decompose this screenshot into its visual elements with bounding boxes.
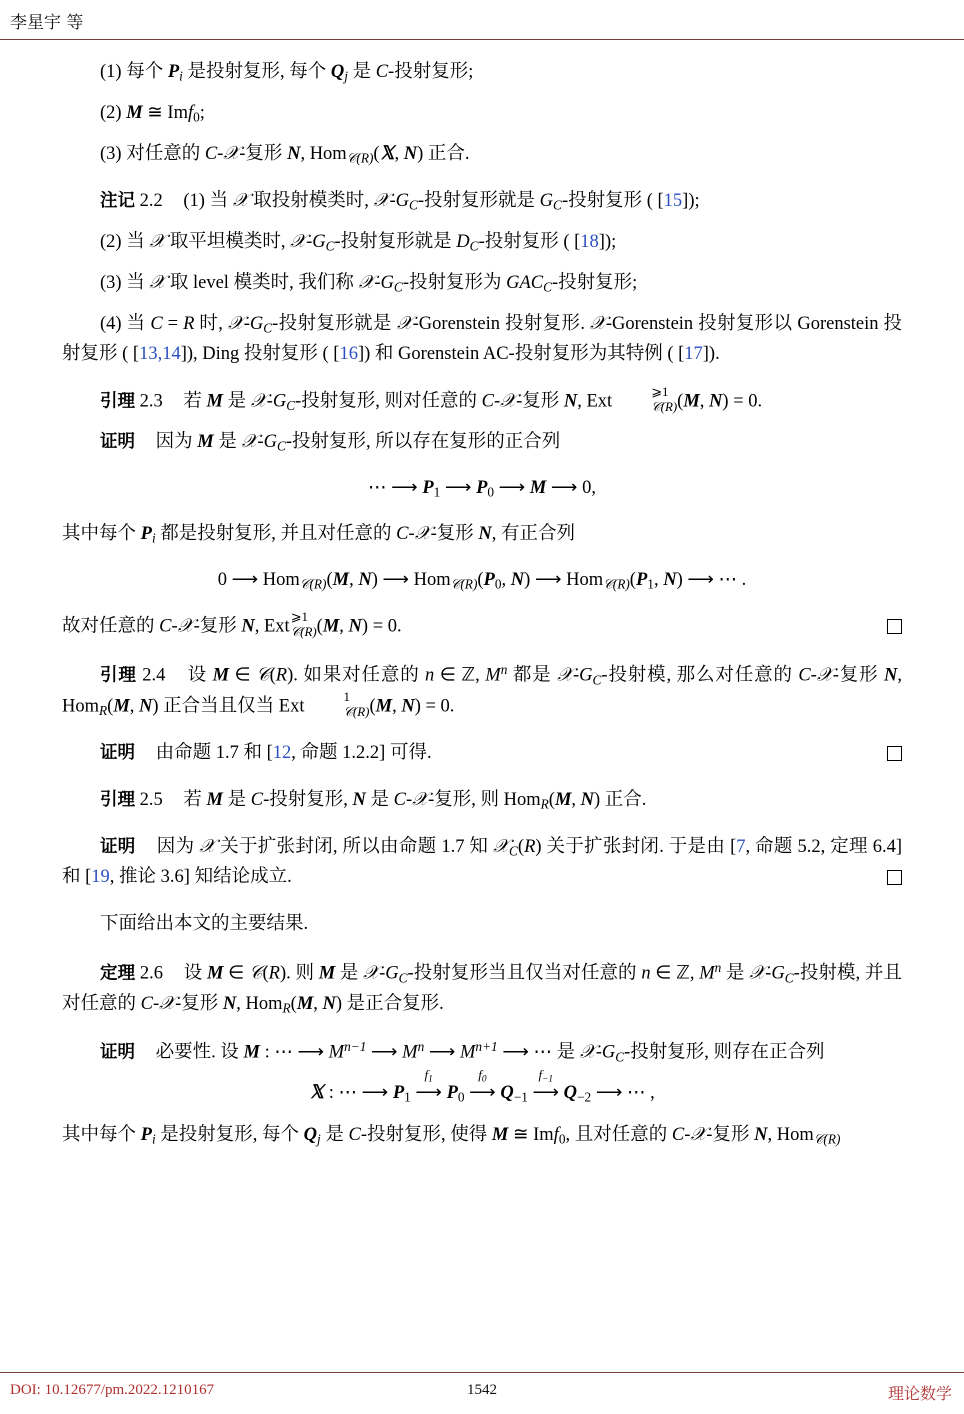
lemma-label: 引理 (100, 665, 137, 686)
page-content (62, 58, 902, 1162)
citation-12[interactable]: 12 (272, 743, 292, 764)
lemma-number: 2.3 (139, 391, 163, 412)
theorem-number: 2.6 (139, 963, 163, 984)
citation-13-14[interactable]: 13,14 (139, 343, 181, 364)
list-item-2: (2) M ≅ Imf$_0$; (100, 102, 205, 125)
citation-15[interactable]: 15 (663, 190, 683, 211)
lemma-2-5-proof: 证明 因为 𝒳 关于扩张封闭, 所以由命题 1.7 知 𝒳$_C$(R) 关于扩张封闭. 于是由 [7, 命题 5.2, 定理 6.4] 和 [19, 推论 3.6] 知结论成立. (62, 836, 902, 887)
proof-label: 证明 (100, 1043, 135, 1064)
lemma-2-3-proof-line-2: 其中每个 $P_i$ 都是投射复形, 并且对任意的 C-𝒳-复形 N, 有正合列 (62, 523, 576, 546)
citation-19[interactable]: 19 (91, 866, 110, 887)
qed-box (887, 746, 902, 761)
proof-label: 证明 (100, 743, 135, 764)
lemma-2-4-proof: 证明 由命题 1.7 和 [12, 命题 1.2.2] 可得. (62, 739, 902, 769)
proof-label: 证明 (100, 432, 135, 453)
lemma-2-4: 引理 2.4 设 M ∈ 𝒞(R). 如果对任意的 n ∈ ℤ, $M^n$ 都是 $𝒳-G_C-$投射模, 那么对任意的 C-𝒳-复形 N, Hom$_R$(M, N) 正合当且仅当 Ext 1 𝒞(R) (M, N) = 0. (62, 662, 902, 719)
theorem-2-6: 定理 2.6 设 M ∈ 𝒞(R). 则 M 是 $𝒳-G_C-$投射复形当且仅当对任意的 n ∈ ℤ, $M^n$ 是 $𝒳-G_C-$投射模, 并且对任意的 C-𝒳-复形 N, Hom$_R$(M, N) 是正合复形. (62, 959, 902, 1016)
list-item-1: (1) 每个 $P_i$ 是投射复形, 每个 $Q_j$ 是 C-投射复形; (100, 62, 474, 84)
remark-item-4: (4) 当 C = R 时, $𝒳-G_C-$投射复形就是 𝒳-Gorenstein 投射复形. 𝒳-Gorenstein 投射复形以 Gorenstein 投射复形 ( [13,14]), Ding 投射复形 ( [16]) 和 Gorenstein AC-投射复形为其特例 ( [17]). (62, 313, 902, 364)
display-equation-3: 𝕏 : ⋯ ⟶ $P_1$ $f_1$ ⟶ $P_0$ $f_0$ ⟶ $Q_{-1}$ $f_{-1}$ ⟶ $Q_{-2}$ ⟶ ⋯ , (309, 1067, 655, 1105)
page-header (0, 0, 964, 42)
page-footer (0, 1368, 964, 1414)
footer-doi[interactable]: DOI: 10.12677/pm.2022.1210167 (10, 1382, 215, 1398)
header-divider (0, 39, 964, 40)
remark-2-2: 注记 2.2 (1) 当 𝒳 取投射模类时, $𝒳-G_C-$投射复形就是 $G_C-$投射复形 ( [15]); (100, 190, 700, 213)
lemma-2-3-proof-line-1: 证明 因为 M 是 $𝒳-G_C-$投射复形, 所以存在复形的正合列 (100, 432, 561, 454)
lemma-number: 2.5 (139, 790, 163, 811)
display-equation-2: 0 ⟶ Hom$_{𝒞(R)}$(M, N) ⟶ $Hom_{𝒞(R)}(P_0$, N) ⟶ $Hom_{𝒞(R)}(P_1$, N) ⟶ ⋯ . (217, 569, 747, 592)
proof-label: 证明 (100, 836, 136, 857)
lemma-number: 2.4 (142, 665, 166, 686)
remark-item-3: (3) 当 𝒳 取 level 模类时, 我们称 $𝒳-G_C-$投射复形为 $GAC_C-$投射复形; (100, 272, 638, 295)
lemma-2-3-proof-line-3: 故对任意的 C-𝒳-复形 N, Ext ⩾1 𝒞(R) (M, N) = 0. (62, 612, 902, 642)
citation-18[interactable]: 18 (580, 231, 599, 252)
qed-box (887, 619, 902, 634)
footer-journal-name: 理论数学 (887, 1384, 952, 1403)
theorem-2-6-proof-line-2: 其中每个 $P_i$ 是投射复形, 每个 $Q_j$ 是 C-投射复形, 使得 M ≅ Imf$_0$, 且对任意的 C-𝒳-复形 N, Hom$_{𝒞(R)}$ (62, 1125, 841, 1147)
lemma-2-5: 引理 2.5 若 M 是 C-投射复形, N 是 C-𝒳-复形, 则 Hom$_R$(M, N) 正合. (100, 790, 647, 812)
citation-17[interactable]: 17 (684, 343, 703, 364)
lemma-label: 引理 (100, 790, 135, 811)
remark-label: 注记 (100, 190, 135, 211)
header-author: 李星宇 等 (10, 13, 84, 33)
citation-16[interactable]: 16 (339, 343, 358, 364)
lemma-2-3: 引理 2.3 若 M 是 $𝒳-G_C-$投射复形, 则对任意的 C-𝒳-复形 N, Ext ⩾1 𝒞(R) (M, N) = 0. (100, 383, 763, 414)
theorem-2-6-proof-line-1: 证明 必要性. 设 M : ⋯ ⟶ $M^{n-1}$ ⟶ $M^n$ ⟶ $M^{n+1}$ ⟶ ⋯ 是 $𝒳-G_C-$投射复形, 则存在正合列 (100, 1039, 825, 1065)
theorem-label: 定理 (100, 963, 136, 984)
remark-number: 2.2 (139, 190, 163, 211)
list-item-3: (3) 对任意的 C-𝒳-复形 N, Hom$_{𝒞(R)}$(𝕏, N) 正合. (100, 143, 470, 166)
display-equation-1: ⋯ ⟶ $P_1$ ⟶ $P_0$ ⟶ M ⟶ 0, (368, 477, 596, 500)
transition-sentence: 下面给出本文的主要结果. (100, 913, 309, 934)
lemma-label: 引理 (100, 391, 135, 412)
qed-box (887, 870, 902, 885)
footer-divider (0, 1372, 964, 1373)
footer-page-number: 1542 (467, 1382, 497, 1398)
citation-7[interactable]: 7 (736, 836, 746, 857)
remark-item-2: (2) 当 𝒳 取平坦模类时, $𝒳-G_C-$投射复形就是 $D_C-$投射复形 ( [18]); (100, 231, 617, 254)
